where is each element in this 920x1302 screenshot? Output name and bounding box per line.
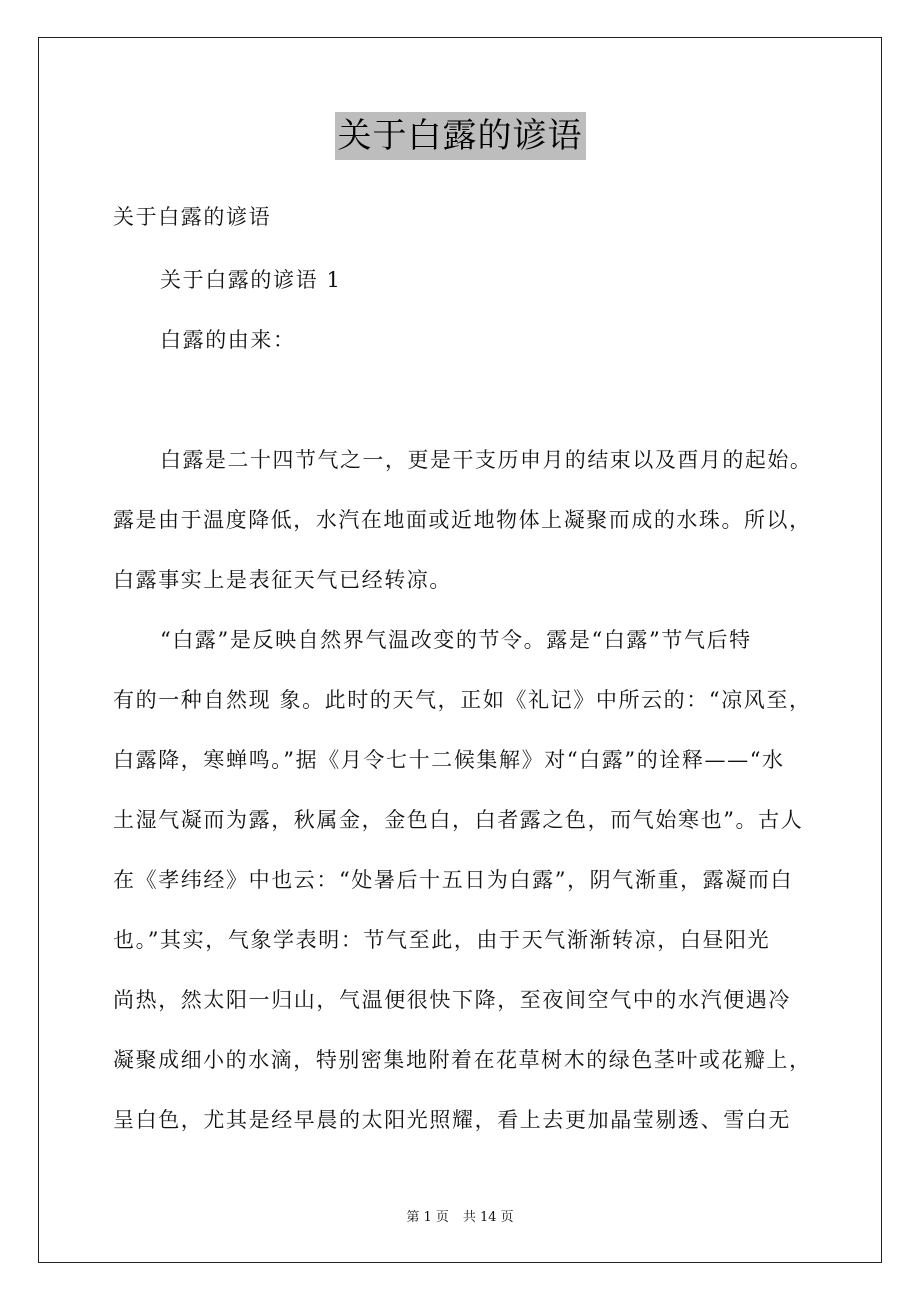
paragraph-line: 也。”其实，气象学表明：节气至此，由于天气渐渐转凉，白昼阳光 xyxy=(113,928,771,952)
paragraph-line: 凝聚成细小的水滴，特别密集地附着在花草树木的绿色茎叶或花瓣上， xyxy=(113,1048,812,1072)
title-container xyxy=(0,112,920,160)
intro-label: 白露的由来： xyxy=(160,328,296,352)
document-title: 关于白露的谚语 xyxy=(335,112,586,160)
paragraph-line: 露是由于温度降低，水汽在地面或近地物体上凝聚而成的水珠。所以， xyxy=(113,508,812,532)
paragraph-line: 尚热，然太阳一归山，气温便很快下降，至夜间空气中的水汽便遇冷 xyxy=(113,988,791,1012)
document-subtitle: 关于白露的谚语 xyxy=(113,205,272,229)
page-total: 共 14 页 xyxy=(462,1210,514,1225)
page-footer xyxy=(0,1206,920,1225)
paragraph-line: “白露”是反映自然界气温改变的节令。露是“白露”节气后特 xyxy=(160,628,752,652)
paragraph-line: 白露是二十四节气之一，更是干支历申月的结束以及酉月的起始。 xyxy=(160,448,813,472)
paragraph-line: 白露事实上是表征天气已经转凉。 xyxy=(113,568,452,592)
paragraph-line: 呈白色，尤其是经早晨的太阳光照耀，看上去更加晶莹剔透、雪白无 xyxy=(113,1108,791,1132)
paragraph-line: 有的一种自然现 象。此时的天气，正如《礼记》中所云的：“凉风至， xyxy=(113,688,812,712)
page-number: 第 1 页 xyxy=(406,1210,449,1225)
paragraph-line: 土湿气凝而为露，秋属金，金色白，白者露之色，而气始寒也”。古人 xyxy=(113,808,804,832)
section-heading: 关于白露的谚语 1 xyxy=(160,268,342,292)
paragraph-line: 在《孝纬经》中也云：“处暑后十五日为白露”，阴气渐重，露凝而白 xyxy=(113,868,794,892)
paragraph-line: 白露降，寒蝉鸣。”据《月令七十二候集解》对“白露”的诠释——“水 xyxy=(113,748,785,772)
